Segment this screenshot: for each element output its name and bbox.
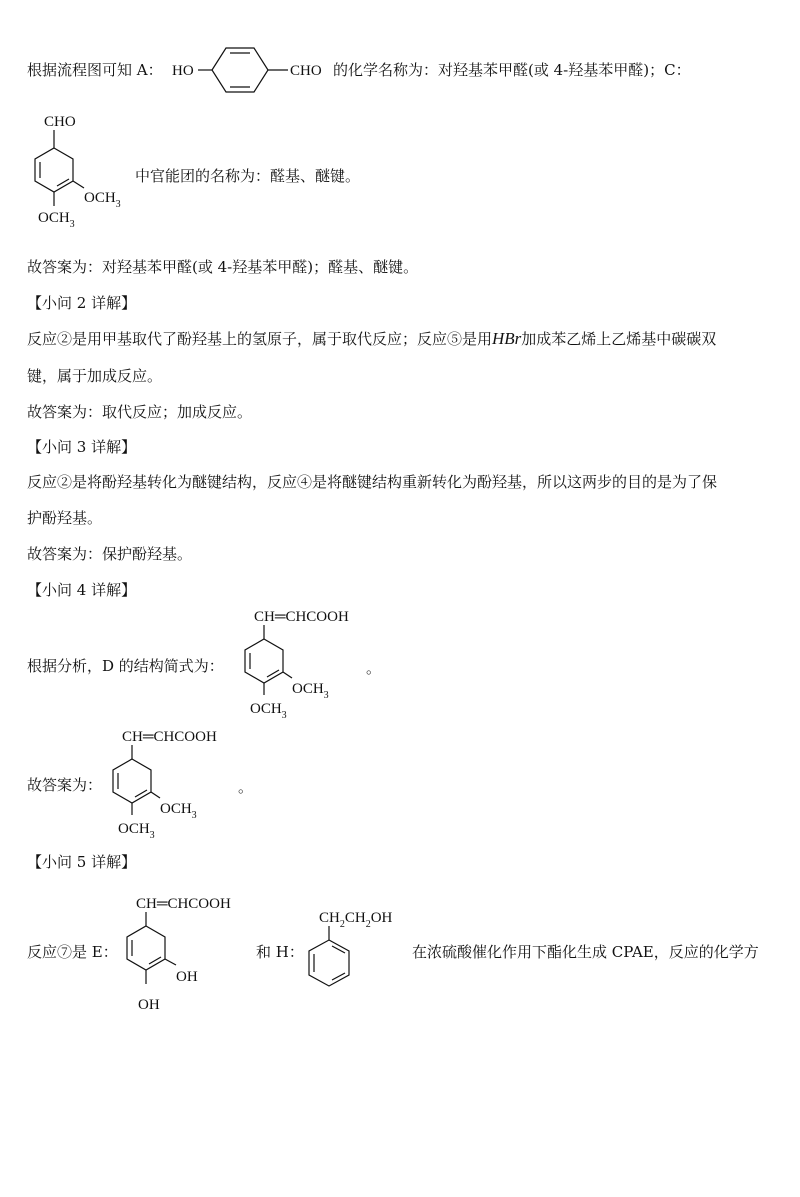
hbr-formula: HBr bbox=[492, 329, 522, 348]
q4-header: 【小问 4 详解】 bbox=[27, 581, 137, 599]
q4-period: 。 bbox=[366, 659, 382, 677]
ans4-chain: CH═CHCOOH bbox=[122, 729, 217, 745]
q5-and: 和 H： bbox=[256, 943, 304, 961]
ans4-para-och: $OCH_3$ bbox=[118, 821, 155, 841]
q4-text: 根据分析，D 的结构简式为： bbox=[27, 657, 224, 675]
molecule-c-structure bbox=[20, 108, 140, 243]
mol-d-meta-och: $OCH_3$ bbox=[292, 681, 329, 701]
molecule-d-structure bbox=[230, 603, 370, 725]
q2-text-line2: 键，属于加成反应。 bbox=[27, 367, 163, 385]
mol-c-meta-och: $OCH_3$ bbox=[84, 190, 121, 210]
mol-a-ho: HO bbox=[172, 63, 194, 79]
line1-suffix: 的化学名称为：对羟基苯甲醛(或 4-羟基苯甲醛)；C： bbox=[333, 61, 691, 79]
mol-e-chain: CH═CHCOOH bbox=[136, 896, 231, 912]
mol-c-para-och: $OCH_3$ bbox=[38, 210, 75, 230]
q3-text-line1: 反应②是将酚羟基转化为醚键结构，反应④是将醚键结构重新转化为酚羟基，所以这两步的目的是为了保 bbox=[27, 473, 718, 491]
q2-text-line1: 反应②是用甲基取代了酚羟基上的氢原子，属于取代反应；反应⑤是用HBr加成苯乙烯上乙烯基中碳碳双 bbox=[27, 329, 717, 348]
q3-text-line2: 护酚羟基。 bbox=[27, 509, 103, 527]
mol-h-chain: $CH_2CH_2OH$ bbox=[319, 910, 393, 930]
molecule-a-structure bbox=[170, 40, 340, 100]
answer-4: 故答案为： bbox=[27, 776, 103, 794]
ans4-meta-och: $OCH_3$ bbox=[160, 801, 197, 821]
line-c-functional: 中官能团的名称为：醛基、醚键。 bbox=[135, 167, 361, 185]
mol-c-cho: CHO bbox=[44, 114, 76, 130]
answer-2: 故答案为：取代反应；加成反应。 bbox=[27, 403, 253, 421]
answer-1: 故答案为：对羟基苯甲醛(或 4-羟基苯甲醛)；醛基、醚键。 bbox=[27, 258, 419, 276]
q3-header: 【小问 3 详解】 bbox=[27, 438, 137, 456]
q2-header: 【小问 2 详解】 bbox=[27, 294, 137, 312]
mol-d-chain: CH═CHCOOH bbox=[254, 609, 349, 625]
molecule-h-structure bbox=[295, 904, 415, 1000]
answer-4-molecule-structure bbox=[98, 723, 238, 845]
line1-prefix: 根据流程图可知 A： bbox=[27, 61, 163, 79]
mol-d-para-och: $OCH_3$ bbox=[250, 701, 287, 721]
mol-a-cho: CHO bbox=[290, 63, 322, 79]
answer-3: 故答案为：保护酚羟基。 bbox=[27, 545, 193, 563]
q5-suffix: 在浓硫酸催化作用下酯化生成 CPAE，反应的化学方 bbox=[412, 943, 759, 961]
answer-4-period: 。 bbox=[238, 778, 254, 796]
q5-prefix: 反应⑦是 E： bbox=[27, 943, 118, 961]
q5-header: 【小问 5 详解】 bbox=[27, 853, 137, 871]
mol-e-para-oh: OH bbox=[138, 997, 160, 1013]
mol-e-meta-oh: OH bbox=[176, 969, 198, 985]
molecule-e-structure bbox=[112, 888, 252, 1016]
